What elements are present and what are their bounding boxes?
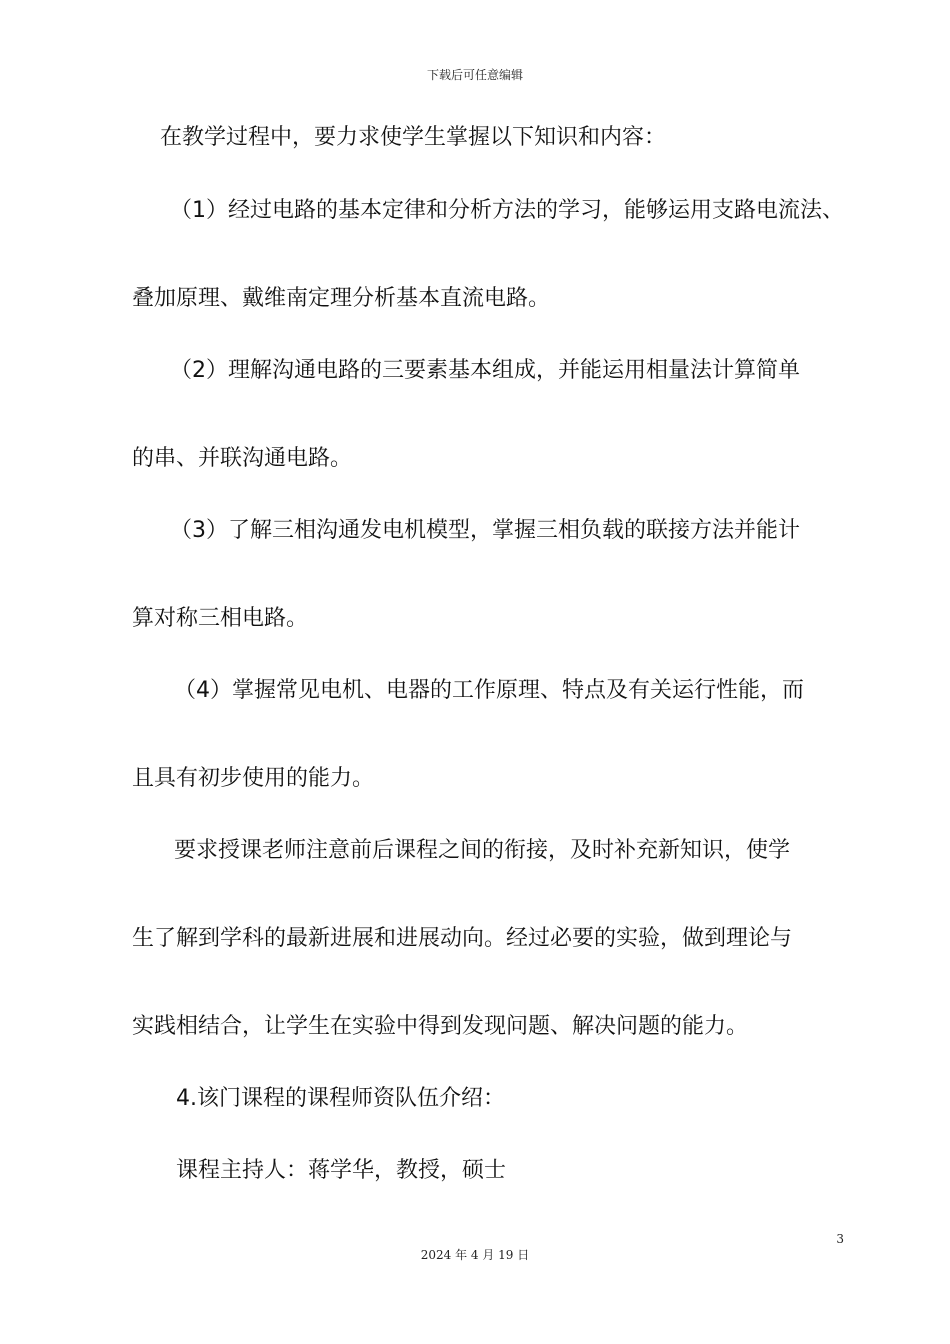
section-heading: 4.该门课程的课程师资队伍介绍： [176, 1086, 505, 1111]
paragraph-intro: 在教学过程中，要力求使学生掌握以下知识和内容： [160, 125, 667, 150]
course-host: 课程主持人：蒋学华，教授，硕士 [176, 1158, 507, 1183]
item-4-line-2: 且具有初步使用的能力。 [132, 766, 375, 791]
item-3-line-1: （3）了解三相沟通发电机模型，掌握三相负载的联接方法并能计 [170, 518, 800, 543]
requirement-line-1: 要求授课老师注意前后课程之间的衔接，及时补充新知识，使学 [174, 838, 791, 863]
footer-date: 2024 年 4 月 19 日 [420, 1248, 530, 1262]
page-header: 下载后可任意编辑 [426, 68, 523, 82]
item-1-line-2: 叠加原理、戴维南定理分析基本直流电路。 [132, 286, 551, 311]
item-2-line-2: 的串、并联沟通电路。 [132, 446, 353, 471]
page-number: 3 [836, 1232, 844, 1246]
item-1-line-1: （1）经过电路的基本定律和分析方法的学习，能够运用支路电流法、 [170, 198, 844, 223]
item-2-line-1: （2）理解沟通电路的三要素基本组成，并能运用相量法计算简单 [170, 358, 800, 383]
requirement-line-2: 生了解到学科的最新进展和进展动向。经过必要的实验，做到理论与 [132, 926, 793, 951]
item-4-line-1: （4）掌握常见电机、电器的工作原理、特点及有关运行性能，而 [174, 678, 804, 703]
item-3-line-2: 算对称三相电路。 [132, 606, 309, 631]
requirement-line-3: 实践相结合，让学生在实验中得到发现问题、解决问题的能力。 [132, 1014, 749, 1039]
